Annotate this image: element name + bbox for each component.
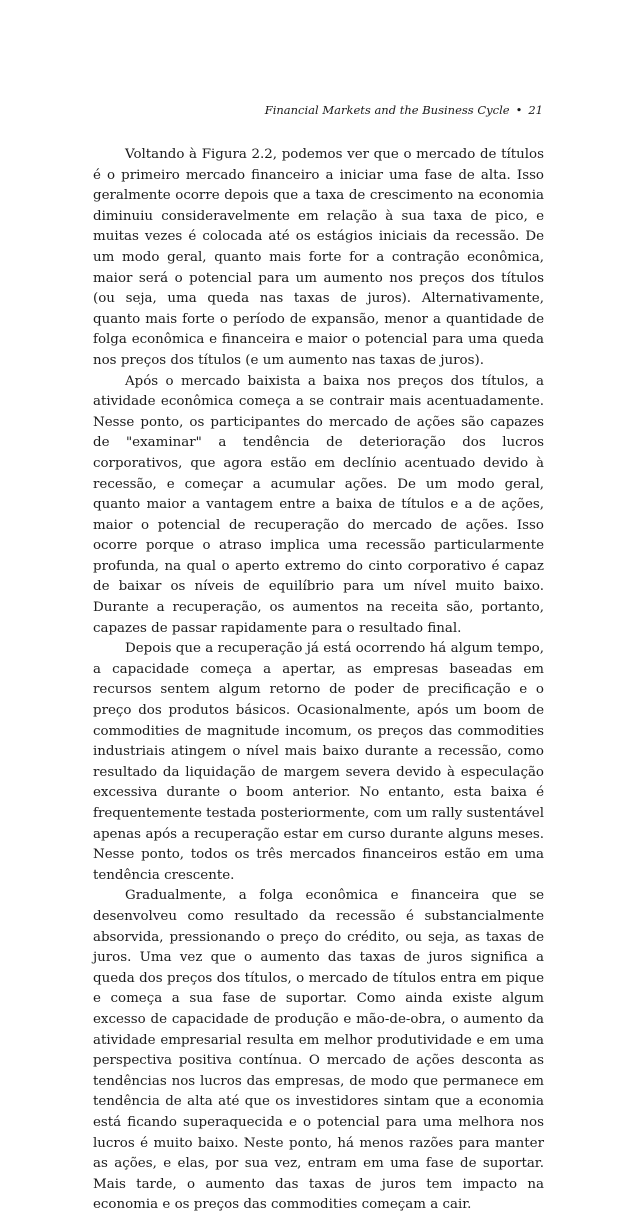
- body-text: [93, 145, 544, 1216]
- paragraph: Voltando à Figura 2.2, podemos ver que o mercado de títulos é o primeiro mercado financeiro a iniciar uma fase de alta. Isso geralmente ocorre depois que a taxa de crescimento na economia diminuiu consideravelmente em relação à sua taxa de pico, e muitas vezes é colocada até os estágios iniciais da recessão. De um modo geral, quanto mais forte for a contração econômica, maior será o potencial para um aumento nos preços dos títulos (ou seja, uma queda nas taxas de juros). Alternativamente, quanto mais forte o período de expansão, menor a quantidade de folga econômica e financeira e maior o potencial para uma queda nos preços dos títulos (e um aumento nas taxas de juros).: [93, 147, 544, 368]
- paragraph: Gradualmente, a folga econômica e financeira que se desenvolveu como resultado da recessão é substancialmente absorvida, pressionando o preço do crédito, ou seja, as taxas de juros. Uma vez que o aumento das taxas de juros significa a queda dos preços dos títulos, o mercado de títulos entra em pique e começa a sua fase de suportar. Como ainda existe algum excesso de capacidade de produção e mão-de-obra, o aumento da atividade empresarial resulta em melhor produtividade e em uma perspectiva positiva contínua. O mercado de ações desconta as tendências nos lucros das empresas, de modo que permanece em tendência de alta até que os investidores sintam que a economia está ficando superaquecida e o potencial para uma melhora nos lucros é muito baixo. Neste ponto, há menos razões para manter as ações, e elas, por sua vez, entram em uma fase de suportar. Mais tarde, o aumento das taxas de juros tem impacto na economia e os preços das commodities começam a cair.: [93, 888, 544, 1213]
- header-separator: •: [515, 103, 523, 117]
- paragraph: Após o mercado baixista a baixa nos preços dos títulos, a atividade econômica começa a se contrair mais acentuadamente. Nesse ponto, os participantes do mercado de ações são capazes de "examinar" a tendência de deterioração dos lucros corporativos, que agora estão em declínio acentuado devido à recessão, e começar a acumular ações. De um modo geral, quanto maior a vantagem entre a baixa de títulos e a de ações, maior o potencial de recuperação do mercado de ações. Isso ocorre porque o atraso implica uma recessão particularmente profunda, na qual o aperto extremo do cinto corporativo é capaz de baixar os níveis de equilíbrio para um nível muito baixo. Durante a recuperação, os aumentos na receita são, portanto, capazes de passar rapidamente para o resultado final.: [93, 373, 544, 636]
- running-header: [265, 103, 543, 117]
- running-title: Financial Markets and the Business Cycle: [264, 103, 510, 117]
- page-number: 21: [528, 103, 543, 117]
- paragraph: Depois que a recuperação já está ocorrendo há algum tempo, a capacidade começa a apertar, as empresas baseadas em recursos sentem algum retorno de poder de precificação e o preço dos produtos básicos. Ocasionalmente, após um boom de commodities de magnitude incomum, os preços das commodities industriais atingem o nível mais baixo durante a recessão, como resultado da liquidação de margem severa devido à especulação excessiva durante o boom anterior. No entanto, esta baixa é frequentemente testada posteriormente, com um rally sustentável apenas após a recuperação estar em curso durante alguns meses. Nesse ponto, todos os três mercados financeiros estão em uma tendência crescente.: [93, 641, 544, 883]
